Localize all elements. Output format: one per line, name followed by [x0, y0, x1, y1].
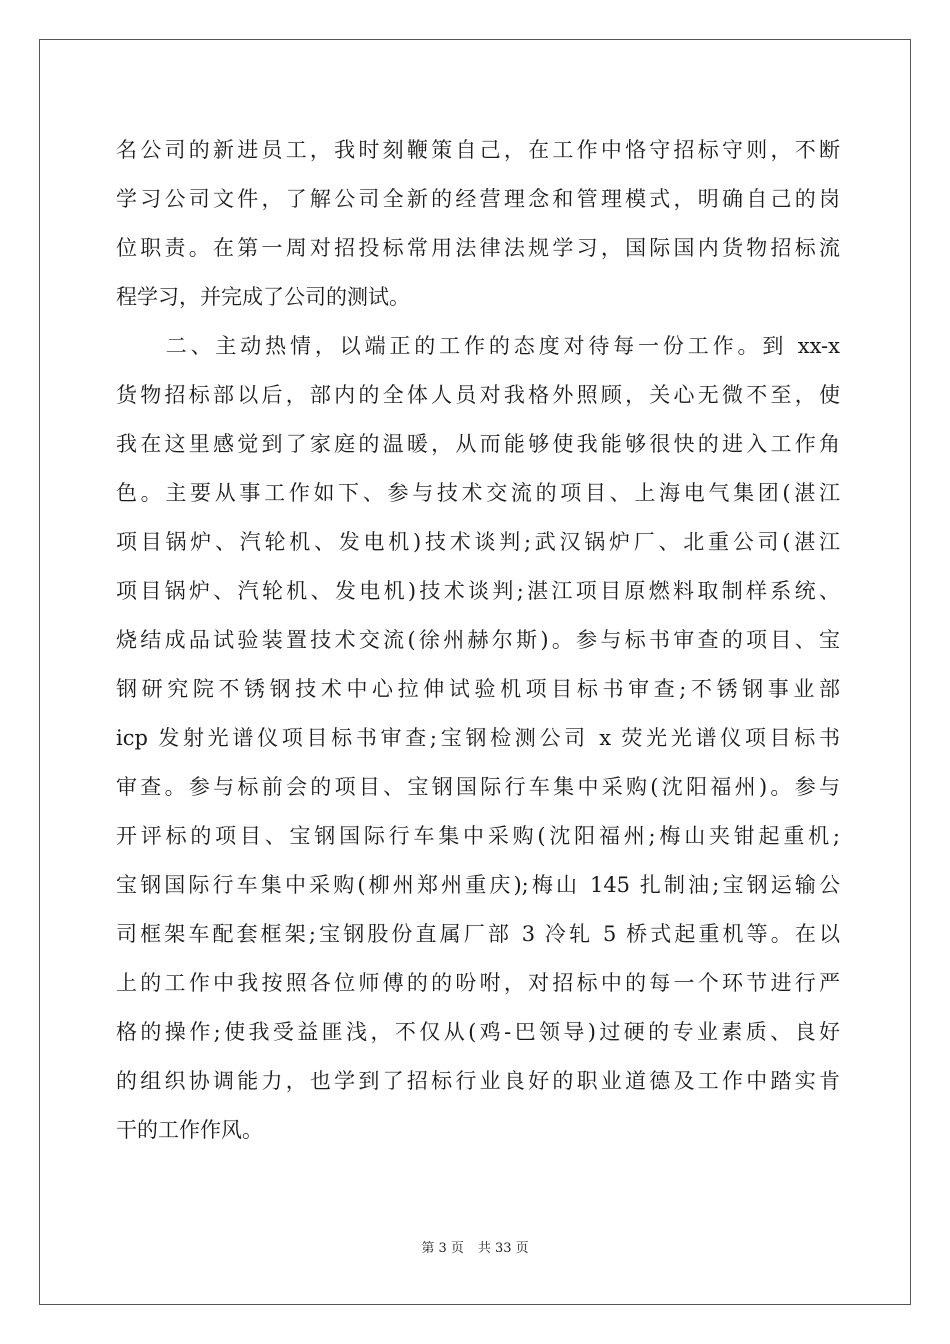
text-line: 的组织协调能力，也学到了招标行业良好的职业道德及工作中踏实肯: [116, 1069, 840, 1093]
page-number: 第 3 页: [421, 1241, 464, 1256]
document-body: [116, 126, 840, 1155]
text-line: 开评标的项目、宝钢国际行车集中采购(沈阳福州;梅山夹钳起重机;: [116, 824, 840, 848]
text-line: 烧结成品试验装置技术交流(徐州赫尔斯)。参与标书审查的项目、宝: [116, 628, 840, 652]
text-line: 名公司的新进员工，我时刻鞭策自己，在工作中恪守招标守则，不断: [116, 138, 840, 162]
page-total: 共 33 页: [477, 1241, 529, 1256]
text-line: 程学习，并完成了公司的测试。: [116, 285, 410, 309]
text-line: 二、主动热情，以端正的工作的态度对待每一份工作。到 xx-x: [116, 334, 840, 358]
text-line: 宝钢国际行车集中采购(柳州郑州重庆);梅山 145 扎制油;宝钢运输公: [116, 873, 840, 897]
text-line: 我在这里感觉到了家庭的温暖，从而能够使我能够很快的进入工作角: [116, 432, 840, 456]
text-line: 干的工作作风。: [116, 1118, 263, 1142]
text-line: 上的工作中我按照各位师傅的的吩咐，对招标中的每一个环节进行严: [116, 971, 840, 995]
text-line: 审查。参与标前会的项目、宝钢国际行车集中采购(沈阳福州)。参与: [116, 775, 840, 799]
text-line: icp 发射光谱仪项目标书审查;宝钢检测公司 x 荧光光谱仪项目标书: [116, 726, 840, 750]
text-line: 项目锅炉、汽轮机、发电机)技术谈判;湛江项目原燃料取制样系统、: [116, 579, 840, 603]
text-line: 位职责。在第一周对招投标常用法律法规学习，国际国内货物招标流: [116, 236, 840, 260]
text-line: 司框架车配套框架;宝钢股份直属厂部 3 冷轧 5 桥式起重机等。在以: [116, 922, 840, 946]
text-line: 色。主要从事工作如下、参与技术交流的项目、上海电气集团(湛江: [116, 481, 840, 505]
text-line: 项目锅炉、汽轮机、发电机)技术谈判;武汉锅炉厂、北重公司(湛江: [116, 530, 840, 554]
page-footer: [0, 1237, 950, 1256]
text-line: 格的操作;使我受益匪浅，不仅从(鸡-巴领导)过硬的专业素质、良好: [116, 1020, 840, 1044]
text-line: 钢研究院不锈钢技术中心拉伸试验机项目标书审查;不锈钢事业部: [116, 677, 840, 701]
text-line: 货物招标部以后，部内的全体人员对我格外照顾，关心无微不至，使: [116, 383, 840, 407]
text-line: 学习公司文件，了解公司全新的经营理念和管理模式，明确自己的岗: [116, 187, 840, 211]
